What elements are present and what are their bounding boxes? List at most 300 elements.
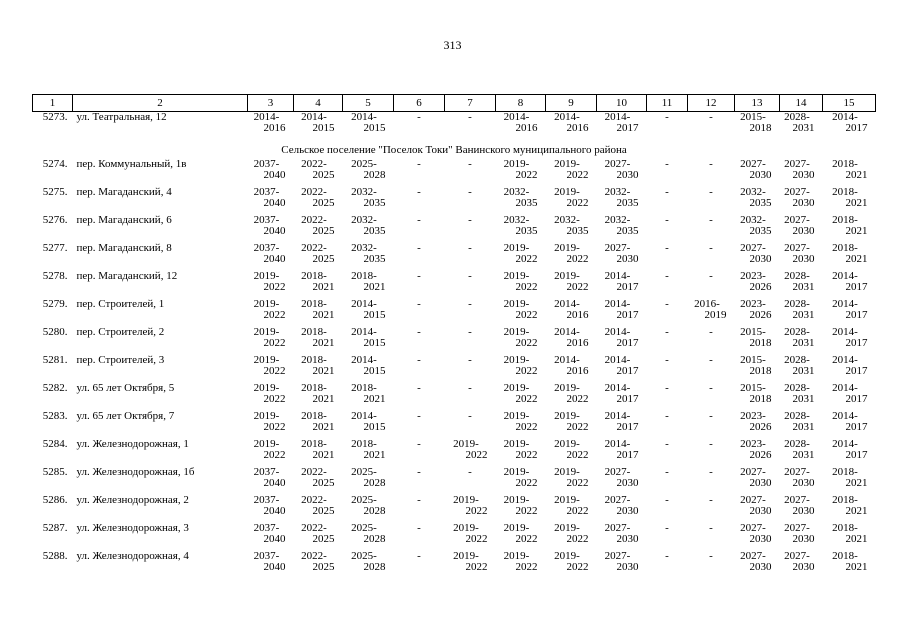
period-cell: [780, 467, 823, 495]
period-cell: [597, 243, 647, 271]
period-end: 2017: [845, 364, 868, 377]
period-cell: -: [709, 550, 713, 562]
table-row: [33, 112, 876, 141]
period-end: 2035: [363, 252, 386, 265]
period-cell: -: [709, 354, 713, 366]
period-start: 2014-: [554, 298, 580, 310]
header-cell: 1: [33, 95, 73, 112]
period-start: 2027-: [740, 550, 766, 562]
period-cell: [735, 215, 780, 243]
period-cell: [823, 159, 876, 187]
period-end: 2022: [515, 364, 538, 377]
period-cell: [735, 159, 780, 187]
period-end: 2021: [845, 224, 868, 237]
period-start: 2028-: [784, 354, 810, 366]
period-start: 2014-: [604, 270, 631, 282]
period-start: 2018-: [832, 242, 858, 254]
table-row: [33, 411, 876, 439]
period-end: 2022: [566, 280, 589, 293]
period-cell: -: [665, 214, 669, 226]
period-end: 2022: [566, 252, 589, 265]
period-cell: [823, 327, 876, 355]
period-end: 2040: [263, 532, 286, 545]
period-end: 2021: [845, 252, 868, 265]
period-end: 2028: [363, 476, 386, 489]
period-start: 2027-: [604, 550, 631, 562]
period-end: 2017: [616, 308, 639, 321]
period-cell: [294, 467, 343, 495]
period-cell: [294, 551, 343, 579]
period-cell: -: [417, 326, 421, 338]
period-end: 2021: [845, 560, 868, 573]
period-cell: [823, 215, 876, 243]
period-cell: [294, 299, 343, 327]
period-cell: -: [468, 326, 472, 338]
period-end: 2022: [515, 448, 538, 461]
period-end: 2015: [363, 121, 386, 134]
period-cell: [735, 551, 780, 579]
period-cell: [248, 551, 294, 579]
row-number: 5277.: [42, 242, 68, 254]
period-end: 2015: [363, 336, 386, 349]
period-cell: [294, 495, 343, 523]
header-cell: 10: [597, 95, 647, 112]
period-cell: -: [709, 111, 713, 123]
period-cell: -: [665, 298, 669, 310]
period-end: 2031: [792, 121, 815, 134]
period-start: 2025-: [351, 494, 377, 506]
page-number: 313: [443, 38, 462, 52]
period-end: 2028: [363, 560, 386, 573]
period-start: 2019-: [253, 410, 280, 422]
period-cell: [597, 112, 647, 141]
period-start: 2037-: [253, 214, 280, 226]
period-end: 2017: [845, 420, 868, 433]
period-start: 2014-: [832, 354, 858, 366]
header-cell: 11: [647, 95, 688, 112]
period-cell: -: [709, 466, 713, 478]
period-cell: [496, 159, 546, 187]
period-start: 2018-: [832, 466, 858, 478]
period-start: 2027-: [784, 186, 810, 198]
period-cell: [496, 411, 546, 439]
period-start: 2019-: [554, 242, 580, 254]
period-end: 2030: [616, 532, 639, 545]
period-cell: [688, 299, 735, 327]
section-title: Сельское поселение "Поселок Токи" Ванинского муниципального района: [281, 143, 627, 156]
period-cell: [294, 215, 343, 243]
period-cell: -: [665, 522, 669, 534]
row-address: пер. Строителей, 2: [76, 326, 165, 338]
row-number: 5281.: [42, 354, 68, 366]
period-start: 2015-: [740, 326, 766, 338]
period-cell: -: [665, 466, 669, 478]
period-cell: -: [417, 410, 421, 422]
period-start: 2019-: [503, 354, 530, 366]
period-cell: [780, 495, 823, 523]
period-end: 2025: [312, 224, 335, 237]
period-end: 2022: [566, 532, 589, 545]
period-cell: [546, 187, 597, 215]
header-cell: 13: [735, 95, 780, 112]
period-cell: [546, 495, 597, 523]
period-start: 2027-: [784, 242, 810, 254]
period-end: 2016: [566, 308, 589, 321]
period-end: 2016: [566, 121, 589, 134]
period-cell: [248, 112, 294, 141]
period-end: 2026: [749, 448, 772, 461]
period-cell: -: [417, 158, 421, 170]
period-start: 2027-: [784, 522, 810, 534]
period-cell: [735, 112, 780, 141]
period-start: 2028-: [784, 410, 810, 422]
period-start: 2027-: [784, 550, 810, 562]
period-end: 2016: [566, 364, 589, 377]
period-end: 2021: [312, 448, 335, 461]
row-address: ул. Железнодорожная, 1б: [76, 466, 195, 478]
period-start: 2014-: [832, 326, 858, 338]
period-cell: -: [417, 438, 421, 450]
period-cell: [735, 383, 780, 411]
period-cell: [445, 439, 496, 467]
period-start: 2027-: [784, 466, 810, 478]
period-start: 2014-: [832, 410, 858, 422]
period-start: 2027-: [784, 214, 810, 226]
period-cell: [294, 159, 343, 187]
period-start: 2025-: [351, 522, 377, 534]
row-number: 5288.: [42, 550, 68, 562]
period-end: 2031: [792, 392, 815, 405]
period-cell: -: [709, 438, 713, 450]
period-cell: [735, 355, 780, 383]
period-start: 2014-: [604, 111, 631, 123]
period-cell: -: [665, 410, 669, 422]
period-start: 2022-: [301, 158, 327, 170]
period-end: 2035: [749, 224, 772, 237]
period-end: 2025: [312, 560, 335, 573]
period-cell: [343, 355, 394, 383]
row-number: 5279.: [42, 298, 68, 310]
period-cell: [780, 523, 823, 551]
period-start: 2018-: [301, 382, 327, 394]
period-cell: -: [709, 270, 713, 282]
period-end: 2022: [263, 420, 286, 433]
period-start: 2022-: [301, 522, 327, 534]
period-start: 2015-: [740, 382, 766, 394]
period-start: 2019-: [554, 158, 580, 170]
period-end: 2026: [749, 308, 772, 321]
period-start: 2018-: [351, 382, 377, 394]
period-cell: [780, 299, 823, 327]
period-start: 2018-: [832, 158, 858, 170]
period-end: 2031: [792, 280, 815, 293]
period-start: 2027-: [604, 242, 631, 254]
table-row: [33, 383, 876, 411]
period-start: 2018-: [351, 270, 377, 282]
period-start: 2019-: [554, 494, 580, 506]
period-start: 2014-: [604, 410, 631, 422]
period-start: 2018-: [832, 186, 858, 198]
period-start: 2027-: [604, 522, 631, 534]
header-cell: 14: [780, 95, 823, 112]
period-cell: [546, 551, 597, 579]
period-end: 2030: [792, 532, 815, 545]
period-cell: [248, 523, 294, 551]
period-end: 2017: [616, 121, 639, 134]
period-end: 2022: [515, 504, 538, 517]
period-cell: [343, 327, 394, 355]
period-end: 2015: [363, 308, 386, 321]
period-cell: -: [468, 298, 472, 310]
period-cell: -: [417, 494, 421, 506]
period-end: 2018: [749, 336, 772, 349]
period-cell: [445, 495, 496, 523]
period-cell: [248, 439, 294, 467]
period-cell: [735, 411, 780, 439]
period-end: 2022: [566, 476, 589, 489]
period-end: 2022: [515, 168, 538, 181]
period-cell: [597, 551, 647, 579]
period-start: 2027-: [740, 494, 766, 506]
period-end: 2016: [263, 121, 286, 134]
period-start: 2019-: [503, 522, 530, 534]
period-start: 2023-: [740, 270, 766, 282]
period-end: 2017: [616, 280, 639, 293]
header-row: [33, 95, 876, 112]
period-end: 2016: [566, 336, 589, 349]
period-start: 2014-: [554, 354, 580, 366]
period-start: 2019-: [253, 438, 280, 450]
period-cell: -: [665, 494, 669, 506]
period-end: 2030: [616, 476, 639, 489]
period-cell: [248, 355, 294, 383]
period-end: 2035: [749, 196, 772, 209]
period-start: 2032-: [503, 186, 530, 198]
period-start: 2028-: [784, 382, 810, 394]
period-cell: [546, 439, 597, 467]
period-start: 2019-: [453, 494, 479, 506]
period-start: 2027-: [604, 158, 631, 170]
period-start: 2019-: [503, 550, 530, 562]
header-cell: 7: [445, 95, 496, 112]
period-end: 2031: [792, 308, 815, 321]
period-start: 2019-: [453, 522, 479, 534]
table-row: [33, 159, 876, 187]
period-cell: [445, 551, 496, 579]
period-start: 2019-: [503, 410, 530, 422]
period-cell: [597, 355, 647, 383]
period-start: 2027-: [740, 522, 766, 534]
period-end: 2022: [263, 448, 286, 461]
period-start: 2022-: [301, 550, 327, 562]
period-start: 2032-: [554, 214, 580, 226]
period-cell: [597, 215, 647, 243]
period-start: 2014-: [832, 298, 858, 310]
period-cell: [735, 495, 780, 523]
period-cell: [597, 327, 647, 355]
period-start: 2014-: [604, 438, 631, 450]
period-end: 2017: [845, 308, 868, 321]
period-cell: -: [709, 326, 713, 338]
row-address: ул. Железнодорожная, 4: [76, 550, 189, 562]
period-cell: [496, 523, 546, 551]
period-cell: [248, 159, 294, 187]
period-end: 2022: [566, 560, 589, 573]
period-start: 2019-: [554, 522, 580, 534]
period-end: 2021: [312, 420, 335, 433]
period-cell: [248, 271, 294, 299]
period-cell: -: [665, 158, 669, 170]
row-number: 5274.: [42, 158, 68, 170]
period-end: 2022: [566, 504, 589, 517]
period-cell: [445, 523, 496, 551]
period-end: 2031: [792, 448, 815, 461]
table-row: [33, 495, 876, 523]
period-start: 2027-: [604, 466, 631, 478]
period-end: 2015: [312, 121, 335, 134]
period-start: 2014-: [554, 111, 580, 123]
period-start: 2037-: [253, 186, 280, 198]
period-start: 2018-: [351, 438, 377, 450]
period-end: 2035: [566, 224, 589, 237]
row-number: 5283.: [42, 410, 68, 422]
period-cell: [294, 411, 343, 439]
period-cell: [343, 215, 394, 243]
period-cell: -: [665, 438, 669, 450]
period-start: 2019-: [253, 354, 280, 366]
period-end: 2035: [363, 224, 386, 237]
period-cell: -: [665, 186, 669, 198]
period-start: 2014-: [604, 354, 631, 366]
period-cell: [823, 112, 876, 141]
period-start: 2023-: [740, 438, 766, 450]
period-start: 2014-: [351, 410, 377, 422]
period-cell: [735, 271, 780, 299]
period-cell: -: [417, 466, 421, 478]
period-end: 2019: [704, 308, 727, 321]
row-number: 5273.: [42, 111, 68, 123]
period-cell: [780, 187, 823, 215]
period-cell: [735, 299, 780, 327]
period-cell: [597, 439, 647, 467]
period-start: 2022-: [301, 242, 327, 254]
period-start: 2019-: [253, 270, 280, 282]
row-address: ул. Железнодорожная, 3: [76, 522, 189, 534]
row-number: 5286.: [42, 494, 68, 506]
period-start: 2025-: [351, 466, 377, 478]
period-start: 2019-: [554, 466, 580, 478]
period-cell: [823, 243, 876, 271]
period-cell: [546, 383, 597, 411]
period-end: 2017: [845, 121, 868, 134]
period-start: 2018-: [832, 494, 858, 506]
period-end: 2017: [845, 280, 868, 293]
period-end: 2022: [515, 336, 538, 349]
period-end: 2022: [263, 392, 286, 405]
period-cell: [823, 523, 876, 551]
row-number: 5282.: [42, 382, 68, 394]
header-cell: 6: [394, 95, 445, 112]
header-cell: 9: [546, 95, 597, 112]
row-address: пер. Магаданский, 8: [76, 242, 172, 254]
period-cell: [496, 243, 546, 271]
period-cell: [496, 299, 546, 327]
row-number: 5276.: [42, 214, 68, 226]
period-start: 2018-: [832, 214, 858, 226]
period-start: 2014-: [503, 111, 530, 123]
period-end: 2025: [312, 168, 335, 181]
period-end: 2021: [312, 308, 335, 321]
period-start: 2019-: [554, 382, 580, 394]
period-cell: [546, 467, 597, 495]
period-cell: -: [468, 382, 472, 394]
period-end: 2018: [749, 364, 772, 377]
period-start: 2027-: [784, 158, 810, 170]
period-end: 2035: [515, 224, 538, 237]
period-cell: [823, 467, 876, 495]
period-start: 2027-: [604, 494, 631, 506]
period-cell: [496, 271, 546, 299]
period-start: 2027-: [740, 466, 766, 478]
row-number: 5275.: [42, 186, 68, 198]
period-end: 2040: [263, 196, 286, 209]
period-start: 2032-: [351, 186, 377, 198]
period-cell: [343, 523, 394, 551]
period-cell: [294, 112, 343, 141]
period-end: 2015: [363, 420, 386, 433]
period-cell: [780, 243, 823, 271]
period-end: 2021: [363, 392, 386, 405]
period-end: 2021: [312, 336, 335, 349]
period-end: 2031: [792, 364, 815, 377]
period-start: 2019-: [503, 438, 530, 450]
period-end: 2021: [845, 168, 868, 181]
table-row: [33, 523, 876, 551]
period-end: 2030: [792, 476, 815, 489]
period-cell: [496, 355, 546, 383]
period-end: 2021: [845, 504, 868, 517]
period-start: 2014-: [832, 111, 858, 123]
period-start: 2018-: [301, 298, 327, 310]
period-end: 2026: [749, 280, 772, 293]
period-cell: [496, 383, 546, 411]
period-end: 2022: [515, 476, 538, 489]
table-row: [33, 551, 876, 579]
header-cell: 2: [73, 95, 248, 112]
period-start: 2019-: [503, 382, 530, 394]
header-cell: 8: [496, 95, 546, 112]
period-end: 2025: [312, 532, 335, 545]
period-cell: [823, 383, 876, 411]
period-start: 2032-: [351, 214, 377, 226]
period-end: 2030: [792, 224, 815, 237]
period-cell: [496, 439, 546, 467]
period-cell: [597, 383, 647, 411]
period-cell: [597, 271, 647, 299]
period-end: 2040: [263, 504, 286, 517]
period-cell: [546, 411, 597, 439]
period-end: 2022: [566, 420, 589, 433]
period-cell: -: [468, 111, 472, 123]
period-start: 2037-: [253, 522, 280, 534]
period-start: 2019-: [253, 326, 280, 338]
header-cell: 4: [294, 95, 343, 112]
period-cell: [343, 551, 394, 579]
period-end: 2025: [312, 504, 335, 517]
period-start: 2037-: [253, 494, 280, 506]
header-cell: 5: [343, 95, 394, 112]
period-cell: -: [665, 270, 669, 282]
